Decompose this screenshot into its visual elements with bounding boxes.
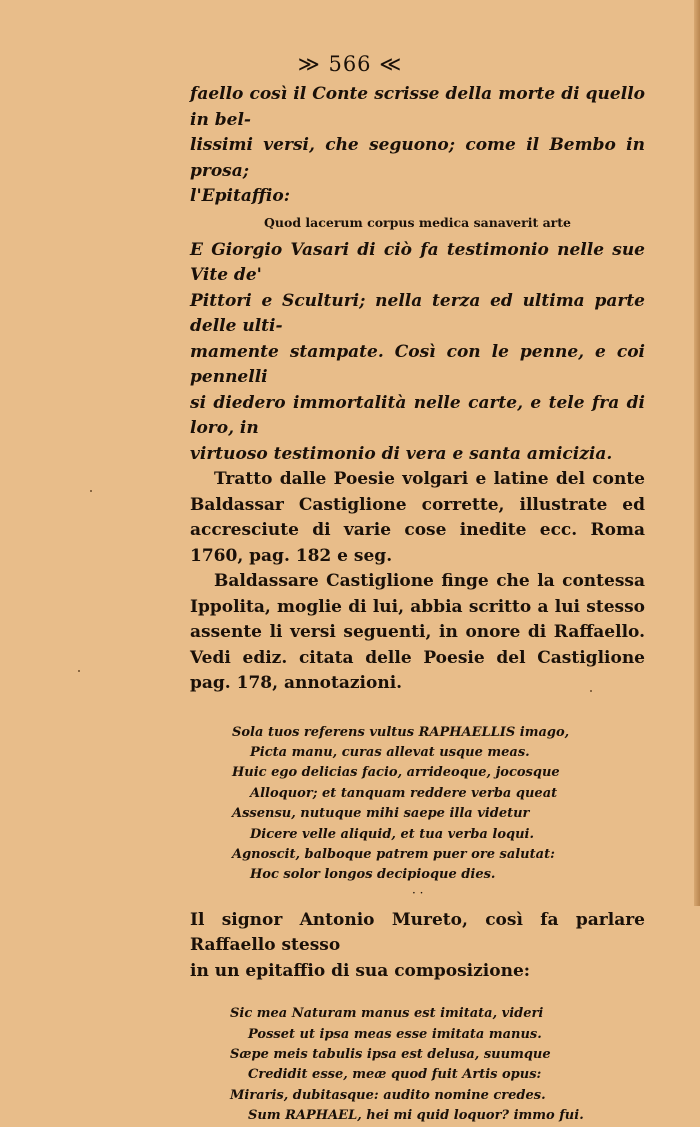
paragraph-2 xyxy=(190,238,645,468)
verse-line: Miraris, dubitasque: audito nomine credes. xyxy=(230,1087,546,1103)
text-line: Pittori e Sculturi; nella terza ed ultima parte delle ulti- xyxy=(190,290,645,336)
verse-line: Sum RAPHAEL, hei mi quid loquor? immo fui. xyxy=(248,1108,584,1124)
verse-line: Sæpe meis tabulis ipsa est delusa, suumque xyxy=(230,1047,551,1063)
text-line: l'Epitaffio: xyxy=(190,186,290,206)
verse-line: Huic ego delicias facio, arrideoque, jocosque xyxy=(232,765,560,781)
ornament-left-icon: ≫ xyxy=(297,52,321,76)
text-line: E Giorgio Vasari di ciò fa testimonio nelle sue Vite de' xyxy=(190,239,645,285)
verse-line: Credidit esse, meæ quod fuit Artis opus: xyxy=(248,1067,542,1083)
verse-line: Sic mea Naturam manus est imitata, videri xyxy=(230,1006,544,1022)
text-line: si diedero immortalità nelle carte, e tele fra di loro, in xyxy=(190,392,645,438)
verse-line: Agnoscit, balboque patrem puer ore salutat: xyxy=(232,846,555,862)
ornament-right-icon: ≪ xyxy=(379,52,403,76)
page-number-value: 566 xyxy=(328,52,372,76)
paragraph-4: Baldassare Castiglione finge che la contessa Ippolita, moglie di lui, abbia scritto a lui stesso assente li versi seguenti, in onore di Raffaello. Vedi ediz. citata delle Poesie del Castiglione pag. 178, annotazioni. xyxy=(190,571,645,693)
verse-line: Posset ut ipsa meas esse imitata manus. xyxy=(248,1026,542,1042)
verse-line: Hoc solor longos decipioque dies. xyxy=(250,867,496,883)
latin-quote: Quod lacerum corpus medica sanaverit arte xyxy=(264,214,571,230)
text-line: in un epitaffio di sua composizione: xyxy=(190,960,531,981)
page-content xyxy=(190,82,645,1127)
footer-mark: · · xyxy=(412,886,424,900)
page-edge xyxy=(694,0,700,906)
paper-speck xyxy=(90,490,92,492)
verse-line: Sola tuos referens vultus RAPHAELLIS imago, xyxy=(232,724,570,740)
verse-line: Picta manu, curas allevat usque meas. xyxy=(250,744,530,760)
text-line: lissimi versi, che seguono; come il Bembo in prosa; xyxy=(190,135,645,181)
verse-castiglione xyxy=(190,723,645,886)
paragraph-1 xyxy=(190,82,645,210)
verse-line: Alloquor; et tanquam reddere verba queat xyxy=(250,785,558,801)
verse-line: Dicere velle aliquid, et tua verba loqui. xyxy=(250,826,535,842)
text-line: Il signor Antonio Mureto, così fa parlare Raffaello stesso xyxy=(190,909,645,956)
paragraph-3: Tratto dalle Poesie volgari e latine del conte Baldassar Castiglione corrette, illustrate ed accresciute di varie cose inedite ecc. Roma 1760, pag. 182 e seg. xyxy=(190,469,645,566)
page-number xyxy=(0,52,700,76)
paragraph-5 xyxy=(190,908,645,985)
text-line: virtuoso testimonio di vera e santa amicizia. xyxy=(190,443,613,464)
paper-speck xyxy=(78,670,80,672)
verse-mureto xyxy=(190,1004,645,1126)
text-line: mamente stampate. Così con le penne, e coi pennelli xyxy=(190,341,645,387)
paper-speck xyxy=(590,690,592,692)
text-line: faello così il Conte scrisse della morte di quello in bel- xyxy=(190,84,645,130)
verse-line: Assensu, nutuque mihi saepe illa videtur xyxy=(232,806,530,822)
